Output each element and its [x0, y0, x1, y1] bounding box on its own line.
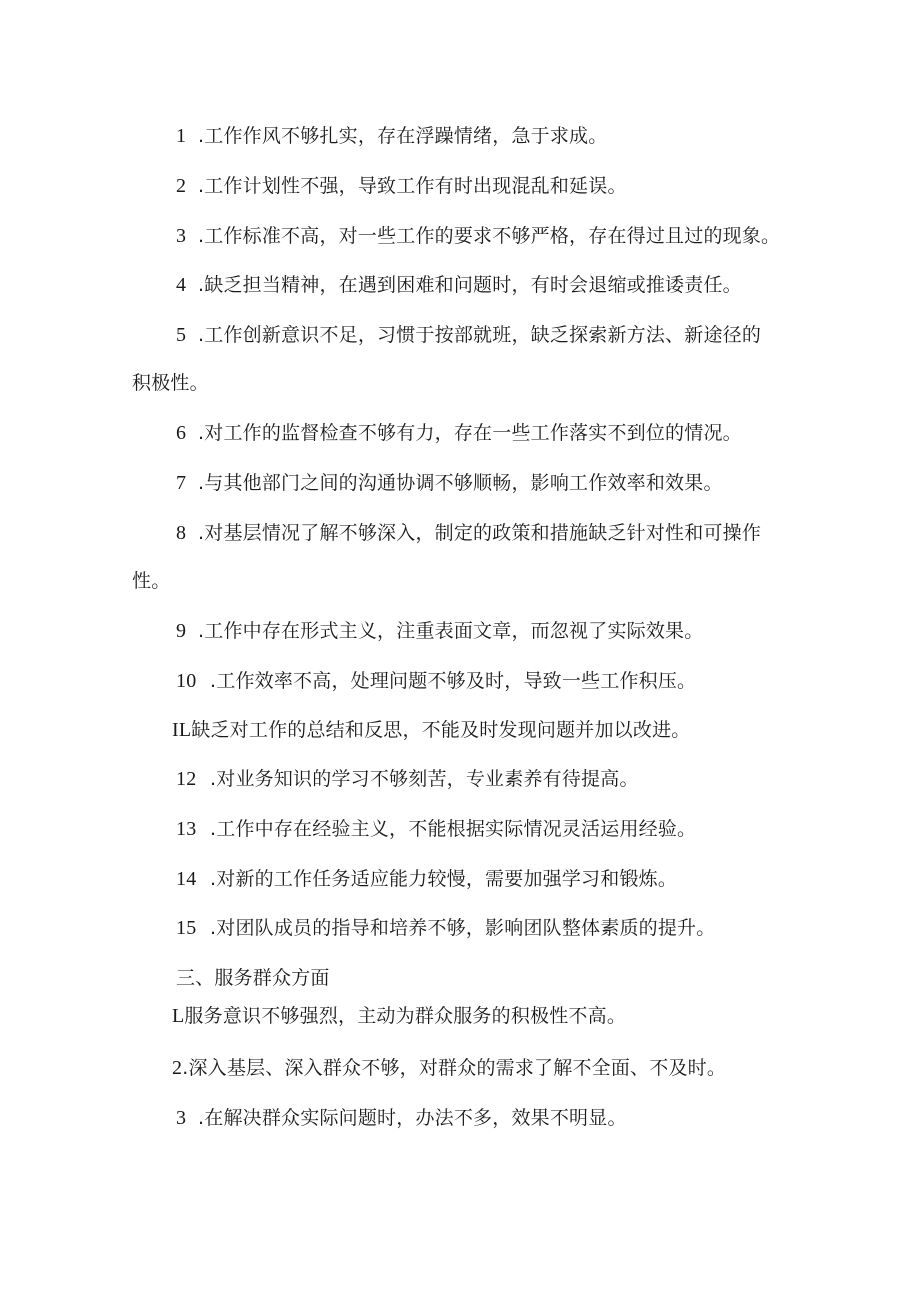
item-number: 4: [176, 274, 187, 296]
list-item-continuation: 积极性。: [132, 372, 209, 394]
item-text: .对团队成员的指导和培养不够，影响团队整体素质的提升。: [210, 917, 716, 939]
item-text: .对新的工作任务适应能力较慢，需要加强学习和锻炼。: [210, 868, 678, 890]
item-text: .工作创新意识不足，习惯于按部就班，缺乏探索新方法、新途径的: [198, 324, 762, 346]
item-number: 5: [176, 324, 187, 346]
item-number: 13: [176, 818, 197, 840]
item-text: .与其他部门之间的沟通协调不够顺畅，影响工作效率和效果。: [198, 472, 723, 494]
item-number: 2: [172, 1057, 183, 1079]
list-item: [172, 1055, 726, 1081]
item-number: 2: [176, 175, 187, 197]
item-number: 9: [176, 620, 187, 642]
list-item: [176, 618, 703, 644]
list-item: [176, 123, 607, 149]
list-item: [176, 322, 761, 348]
item-text: .工作标准不高，对一些工作的要求不够严格，存在得过且过的现象。: [198, 225, 781, 247]
item-text: .在解决群众实际问题时，办法不多，效果不明显。: [198, 1107, 627, 1129]
item-text: .工作计划性不强，导致工作有时出现混乱和延误。: [198, 175, 627, 197]
item-text: .对工作的监督检查不够有力，存在一些工作落实不到位的情况。: [198, 422, 742, 444]
item-number: 8: [176, 522, 187, 544]
item-number: 14: [176, 868, 197, 890]
item-text: .工作中存在形式主义，注重表面文章，而忽视了实际效果。: [198, 620, 704, 642]
list-item: [176, 915, 715, 941]
item-text: .缺乏担当精神，在遇到困难和问题时，有时会退缩或推诿责任。: [198, 274, 742, 296]
list-item: [176, 866, 677, 892]
item-text: .深入基层、深入群众不够，对群众的需求了解不全面、不及时。: [182, 1057, 727, 1079]
item-text: .对基层情况了解不够深入，制定的政策和措施缺乏针对性和可操作: [198, 522, 762, 544]
list-item: [176, 420, 742, 446]
item-text: .对业务知识的学习不够刻苦，专业素养有待提高。: [210, 768, 639, 790]
list-item: [176, 223, 780, 249]
item-text: .工作中存在经验主义，不能根据实际情况灵活运用经验。: [210, 818, 697, 840]
list-item: [176, 272, 742, 298]
section-heading: 三、服务群众方面: [176, 967, 330, 989]
item-number: 12: [176, 768, 197, 790]
item-text: 缺乏对工作的总结和反思，不能及时发现问题并加以改进。: [191, 719, 691, 741]
list-item: [176, 1105, 627, 1131]
item-number: 7: [176, 472, 187, 494]
list-item-continuation: 性。: [132, 570, 171, 592]
list-item: [172, 717, 690, 743]
list-item: [176, 668, 696, 694]
item-text: .工作效率不高，处理问题不够及时，导致一些工作积压。: [210, 670, 697, 692]
list-item: [172, 1003, 626, 1029]
item-number: 6: [176, 422, 187, 444]
item-number: 3: [176, 225, 187, 247]
list-item: [176, 816, 696, 842]
item-text: .工作作风不够扎实，存在浮躁情绪，急于求成。: [198, 125, 608, 147]
item-number: 3: [176, 1107, 187, 1129]
list-item: [176, 470, 723, 496]
list-item: [176, 766, 639, 792]
list-item: [176, 520, 761, 546]
item-number: IL: [172, 719, 192, 741]
item-number: 10: [176, 670, 197, 692]
item-number: L: [172, 1005, 185, 1027]
item-text: 服务意识不够强烈，主动为群众服务的积极性不高。: [184, 1005, 627, 1027]
item-number: 15: [176, 917, 197, 939]
item-number: 1: [176, 125, 187, 147]
list-item: [176, 173, 627, 199]
